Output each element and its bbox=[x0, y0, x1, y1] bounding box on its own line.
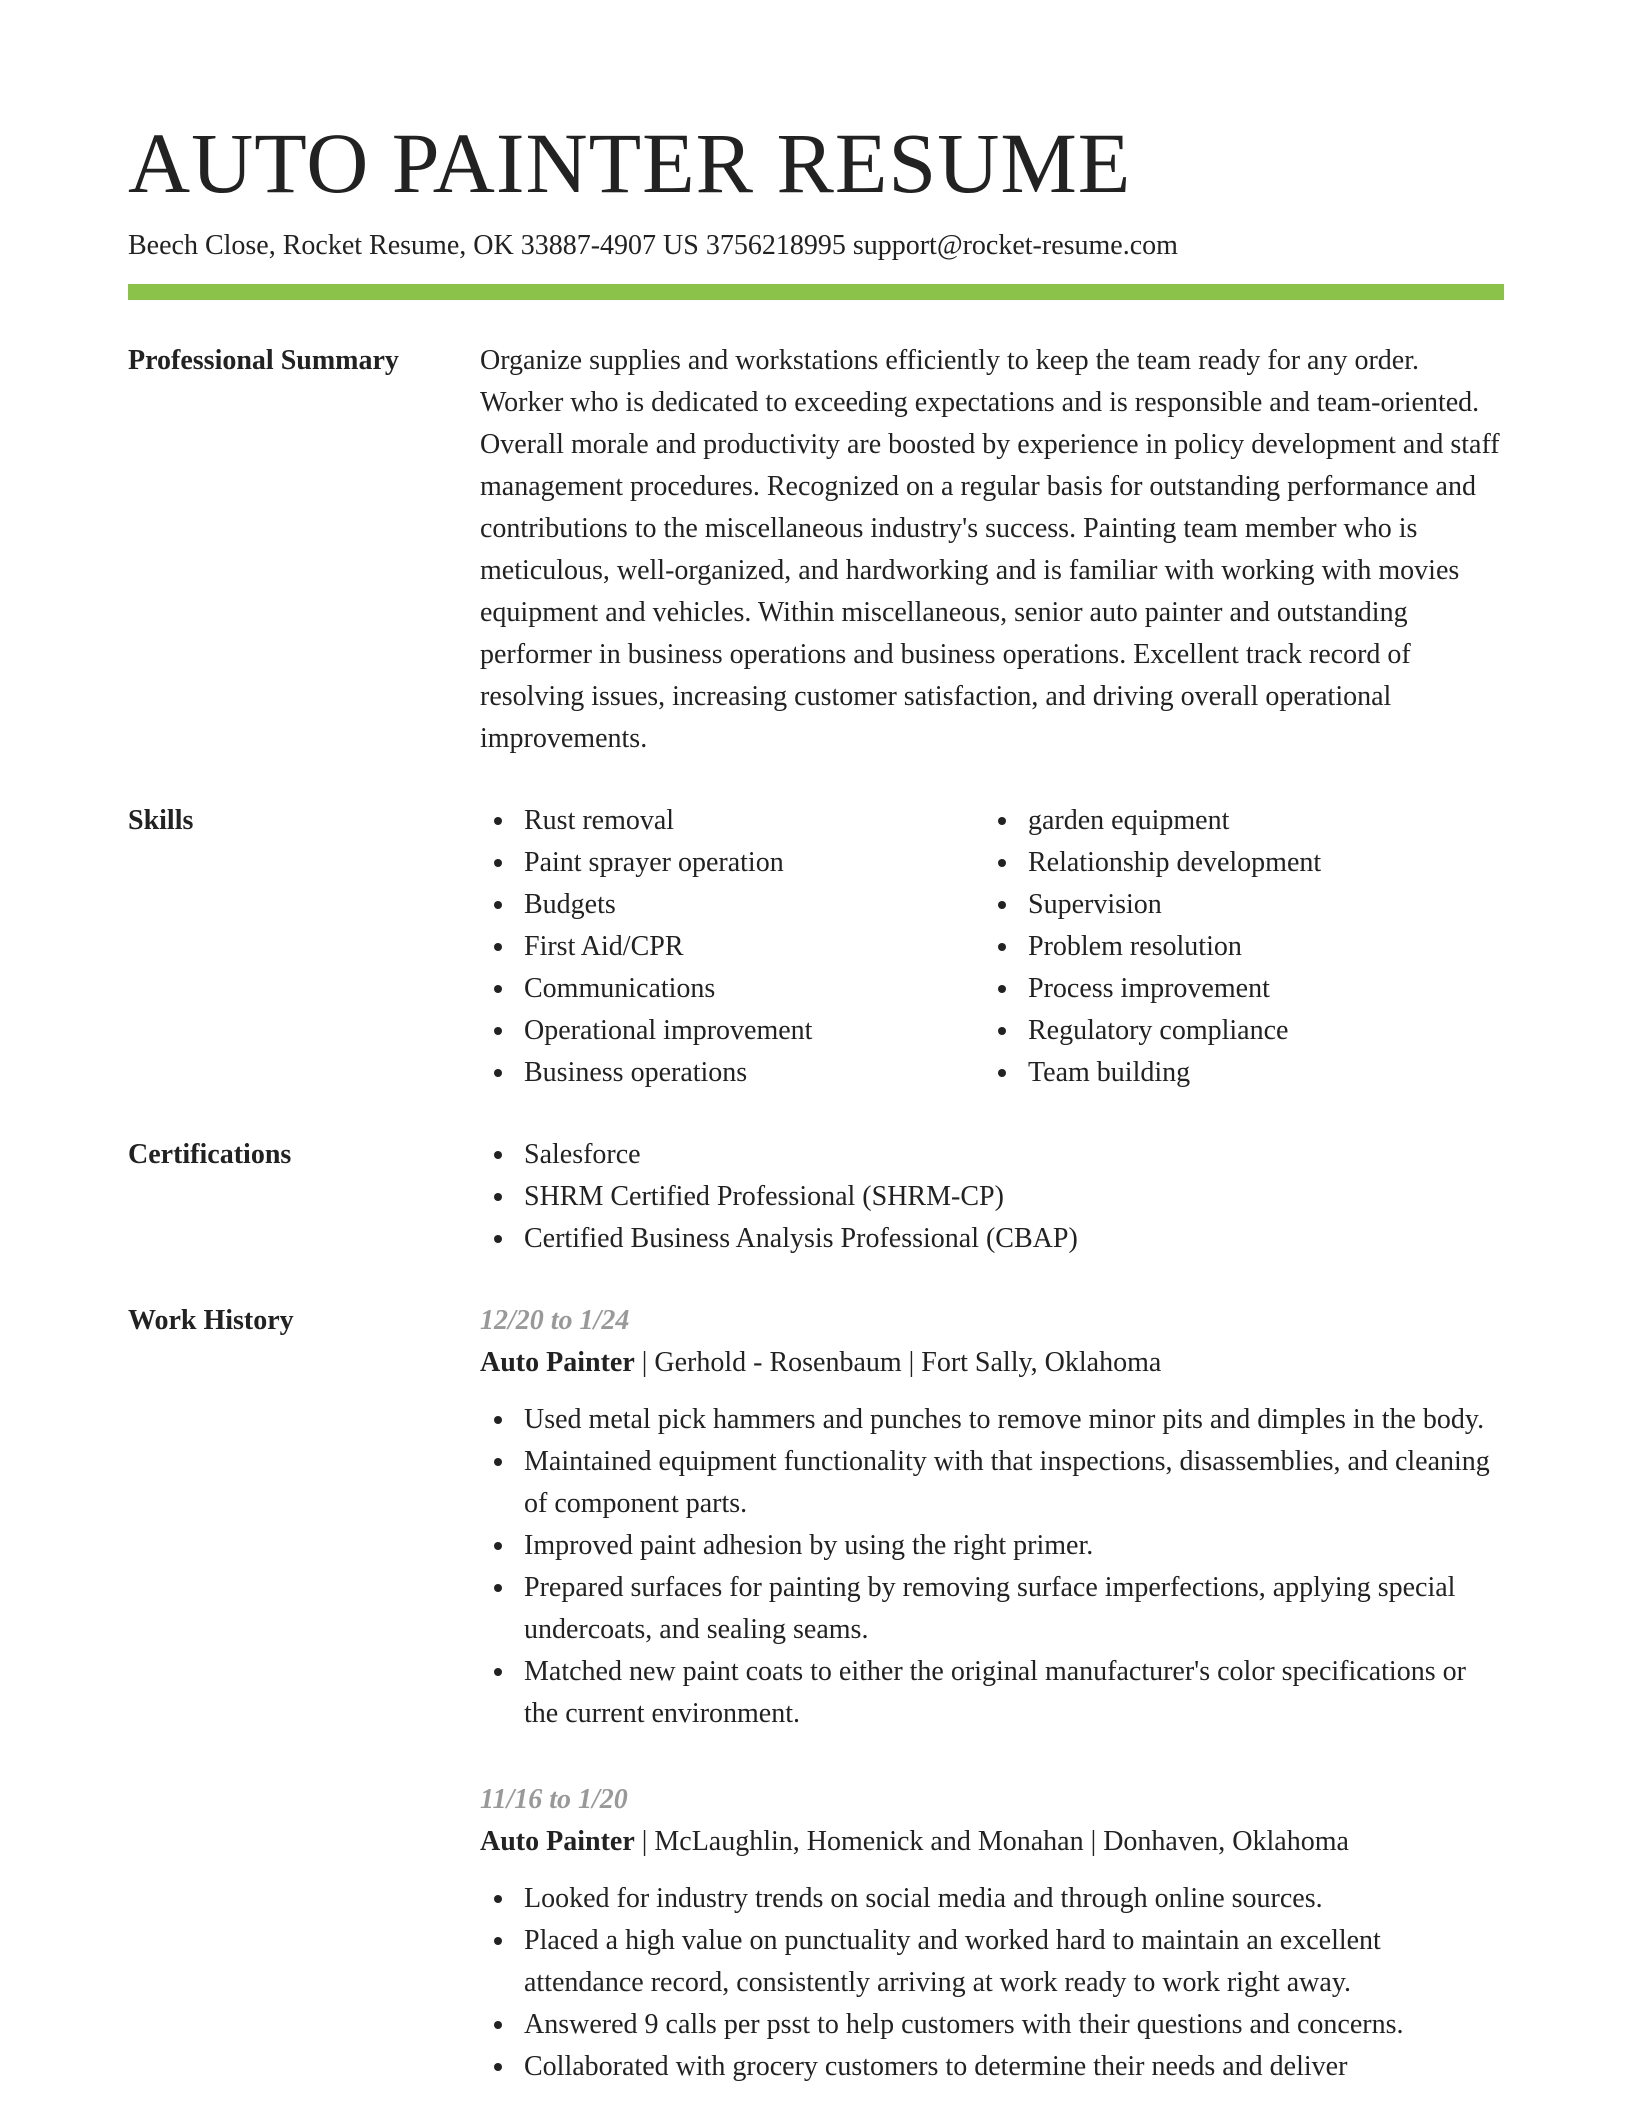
skills-section bbox=[128, 800, 1504, 1094]
section-label-summary: Professional Summary bbox=[128, 345, 399, 377]
work-history-section bbox=[128, 1300, 1504, 2112]
skill-item: Process improvement bbox=[984, 968, 1488, 1010]
certifications-section bbox=[128, 1134, 1504, 1260]
job-dates: 12/20 to 1/24 bbox=[480, 1305, 630, 1337]
skill-item: Business operations bbox=[480, 1052, 984, 1094]
job-bullet: Maintained equipment functionality with that inspections, disassemblies, and cleaning of component parts. bbox=[480, 1441, 1504, 1525]
summary-text: Organize supplies and workstations efficiently to keep the team ready for any order. Worker who is dedicated to exceeding expectations and is responsible and team-oriented. Overall morale and productivity are boosted by experience in policy development and staff management procedures. Recognized on a regular basis for outstanding performance and contributions to the miscellaneous industry's success. Painting team member who is meticulous, well-organized, and hardworking and is familiar with working with movies equipment and vehicles. Within miscellaneous, senior auto painter and outstanding performer in business operations and business operations. Excellent track record of resolving issues, increasing customer satisfaction, and driving overall operational improvements. bbox=[480, 345, 1500, 755]
skill-item: Operational improvement bbox=[480, 1010, 984, 1052]
job-bullet: Collaborated with grocery customers to determine their needs and deliver bbox=[480, 2046, 1504, 2088]
certification-item: Certified Business Analysis Professional (CBAP) bbox=[480, 1218, 1504, 1260]
certifications-list bbox=[480, 1134, 1504, 1260]
skill-item: Paint sprayer operation bbox=[480, 842, 984, 884]
skill-item: Communications bbox=[480, 968, 984, 1010]
section-label-work-history: Work History bbox=[128, 1305, 294, 1337]
job-bullet: Answered 9 calls per psst to help customers with their questions and concerns. bbox=[480, 2004, 1504, 2046]
accent-divider bbox=[128, 284, 1504, 300]
job-bullet: Looked for industry trends on social media and through online sources. bbox=[480, 1878, 1504, 1920]
job-entry bbox=[480, 1300, 1504, 1735]
job-bullet: Used metal pick hammers and punches to remove minor pits and dimples in the body. bbox=[480, 1399, 1504, 1441]
job-bullet: Prepared surfaces for painting by removing surface imperfections, applying special undercoats, and sealing seams. bbox=[480, 1567, 1504, 1651]
skill-item: garden equipment bbox=[984, 800, 1488, 842]
job-bullet: Matched new paint coats to either the original manufacturer's color specifications or the current environment. bbox=[480, 1651, 1504, 1735]
skill-item: Team building bbox=[984, 1052, 1488, 1094]
job-entry bbox=[480, 1779, 1504, 2088]
job-dates: 11/16 to 1/20 bbox=[480, 1784, 628, 1816]
skill-item: Relationship development bbox=[984, 842, 1488, 884]
skill-item: Rust removal bbox=[480, 800, 984, 842]
certification-item: Salesforce bbox=[480, 1134, 1504, 1176]
contact-line: Beech Close, Rocket Resume, OK 33887-4907 US 3756218995 support@rocket-resume.com bbox=[128, 230, 1178, 261]
job-title: Auto Painter bbox=[480, 1347, 635, 1379]
skill-item: Supervision bbox=[984, 884, 1488, 926]
job-details: | Gerhold - Rosenbaum | Fort Sally, Oklahoma bbox=[634, 1347, 1162, 1379]
job-bullets bbox=[480, 1878, 1504, 2088]
skill-item: First Aid/CPR bbox=[480, 926, 984, 968]
skills-list-right bbox=[984, 800, 1488, 1094]
skills-list-left bbox=[480, 800, 984, 1094]
job-heading bbox=[480, 1821, 1504, 1863]
skill-item: Budgets bbox=[480, 884, 984, 926]
job-bullet: Improved paint adhesion by using the right primer. bbox=[480, 1525, 1504, 1567]
summary-section bbox=[128, 340, 1504, 760]
section-label-skills: Skills bbox=[128, 805, 194, 837]
skill-item: Problem resolution bbox=[984, 926, 1488, 968]
certification-item: SHRM Certified Professional (SHRM-CP) bbox=[480, 1176, 1504, 1218]
skill-item: Regulatory compliance bbox=[984, 1010, 1488, 1052]
job-title: Auto Painter bbox=[480, 1826, 635, 1858]
job-bullet: Placed a high value on punctuality and worked hard to maintain an excellent attendance record, consistently arriving at work ready to work right away. bbox=[480, 1920, 1504, 2004]
job-bullets bbox=[480, 1399, 1504, 1735]
section-label-certifications: Certifications bbox=[128, 1139, 292, 1171]
job-details: | McLaughlin, Homenick and Monahan | Donhaven, Oklahoma bbox=[634, 1826, 1349, 1858]
job-heading bbox=[480, 1342, 1504, 1384]
resume-title: AUTO PAINTER RESUME bbox=[128, 115, 1132, 211]
